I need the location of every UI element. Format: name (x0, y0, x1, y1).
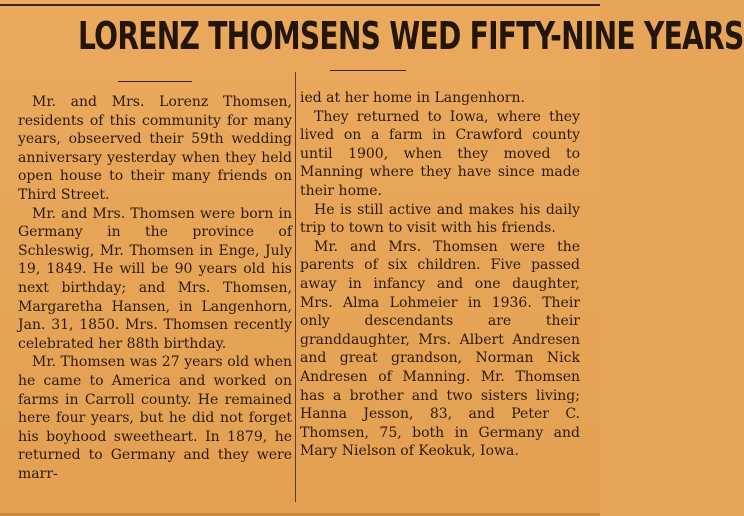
paragraph: They returned to Iowa, where they lived on a farm in Crawford county until 1900, when they moved to Manning where they have since made their home. (300, 108, 580, 199)
paragraph: Mr. and Mrs. Thomsen were the parents of six children. Five passed away in infancy and one daughter, Mrs. Alma Lohmeier in 1936. Their only descendants are their granddaughter, Mrs. Albert Andresen and great grandson, Norman Nick Andresen of Manning. Mr. Thomsen has a brother and two sisters living; Hanna Jesson, 83, and Peter C. Thomsen, 75, both in Germany and Mary Nielson of Keokuk, Iowa. (300, 238, 580, 460)
headline: LORENZ THOMSENS WED FIFTY-NINE YEARS (78, 14, 744, 58)
column-divider (295, 72, 296, 502)
paragraph: Mr. Thomsen was 27 years old when he came to America and worked on farms in Carroll county. He remained here four years, but he did not forget his boyhood sweetheart. In 1879, he returned to Germany and they were marr- (18, 354, 292, 482)
left-column (18, 93, 292, 483)
left-column-rule (118, 81, 192, 82)
paragraph: He is still active and makes his daily trip to town to visit with his friends. (300, 201, 580, 237)
paragraph-continuation: ied at her home in Langenhorn. (300, 90, 525, 106)
right-column (300, 89, 580, 461)
right-column-rule (330, 70, 406, 71)
top-rule (0, 4, 600, 6)
paragraph: Mr. and Mrs. Thomsen were born in Germany in the province of Schleswig, Mr. Thomsen in Enge, July 19, 1849. He will be 90 years old his next birthday; and Mrs. Thomsen, Margaretha Hansen, in Langenhorn, Jan. 31, 1850. Mrs. Thomsen recently celebrated her 88th birthday. (18, 205, 292, 352)
paragraph: Mr. and Mrs. Lorenz Thomsen, residents of this community for many years, obseerved their 59th wedding anniversary yesterday when they held open house to their many friends on Third Street. (18, 94, 292, 203)
